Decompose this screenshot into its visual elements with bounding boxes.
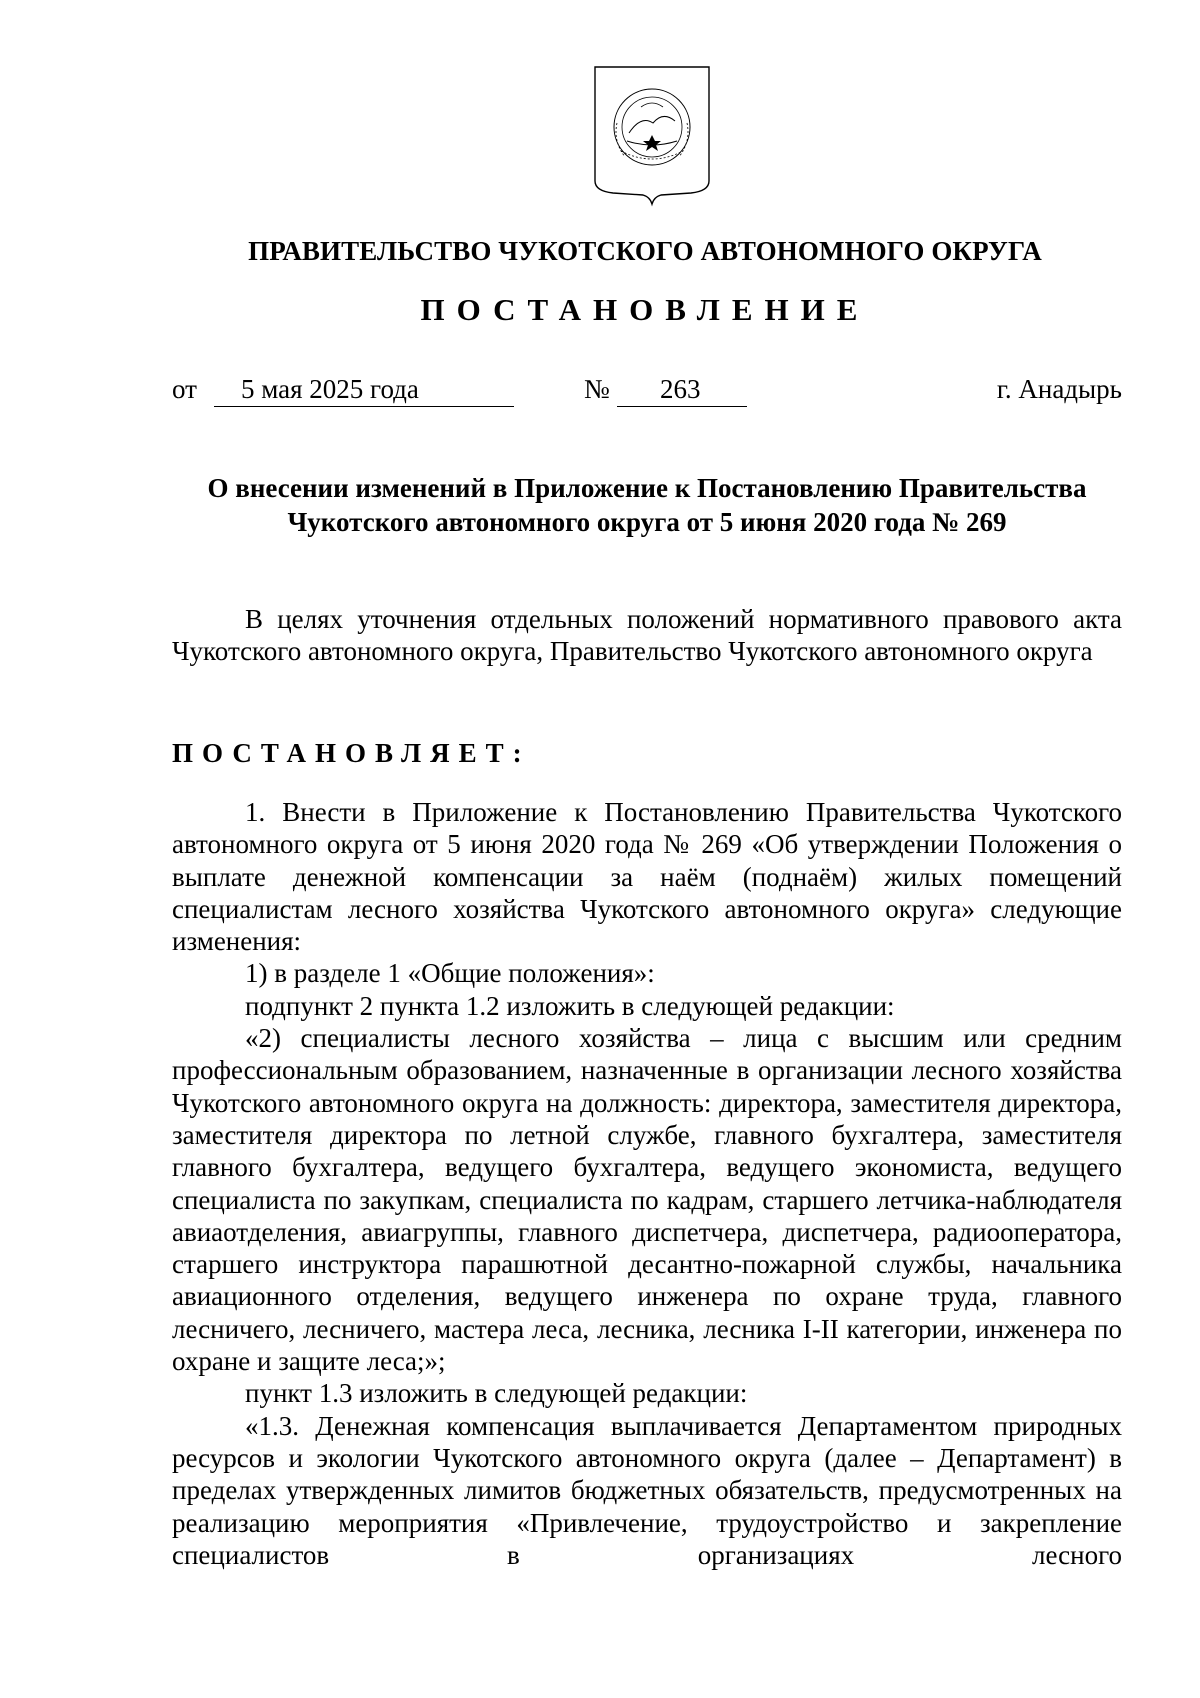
document-city: г. Анадырь: [996, 374, 1122, 404]
preamble: [172, 603, 1122, 668]
clause-1-3-intro: пункт 1.3 изложить в следующей редакции:: [245, 1378, 748, 1409]
coat-of-arms-emblem: [591, 63, 713, 208]
number-sign: №: [584, 374, 610, 404]
number-underline: [617, 406, 747, 407]
subclause-2-text: «2) специалисты лесного хозяйства – лица с высшим или средним профессиональным образованием, назначенные в организации лесного хозяйства Чукотского автономного округа на должность: директора, заместителя директора, заместителя директора по летной службе, главного бухгалтера, заместителя главного бухгалтера, ведущего бухгалтера, ведущего экономиста, ведущего специалиста по закупкам, специалиста по кадрам, старшего летчика-наблюдателя авиаотделения, авиагруппы, главного диспетчера, диспетчера, радиооператора, старшего инструктора парашютной десантно-пожарной службы, начальника авиационного отделения, ведущего инженера по охране труда, главного лесничего, лесничего, мастера леса, лесника, лесника I-II категории, инженера по охране и защите леса;»;: [172, 1023, 1122, 1377]
document-date: 5 мая 2025 года: [241, 374, 419, 404]
document-number: 263: [660, 374, 701, 404]
government-title: ПРАВИТЕЛЬСТВО ЧУКОТСКОГО АВТОНОМНОГО ОКРУГА: [248, 236, 1042, 266]
item-1-subitem-1: 1) в разделе 1 «Общие положения»:: [245, 958, 655, 989]
subject-line-1: О внесении изменений в Приложение к Постановлению Правительства: [207, 473, 1087, 503]
item-1-paragraph: 1. Внести в Приложение к Постановлению Правительства Чукотского автономного округа от 5 июня 2020 года № 269 «Об утверждении Положения о выплате денежной компенсации за наём (поднаём) жилых помещений специалистам лесного хозяйства Чукотского автономного округа» следующие изменения:: [172, 797, 1122, 957]
date-underline: [214, 406, 514, 407]
decree-items: [172, 796, 1122, 1571]
document-subject: [172, 471, 1122, 539]
document-meta-line: [172, 374, 1122, 414]
date-prefix: от: [172, 374, 197, 404]
preamble-paragraph: В целях уточнения отдельных положений нормативного правового акта Чукотского автономного округа, Правительство Чукотского автономного округа: [172, 604, 1122, 667]
subject-line-2: Чукотского автономного округа от 5 июня 2020 года № 269: [287, 507, 1007, 537]
clause-1-3-text: «1.3. Денежная компенсация выплачивается Департаментом природных ресурсов и экологии Чукотского автономного округа (далее – Департамент) в пределах утвержденных лимитов бюджетных обязательств, предусмотренных на реализацию мероприятия «Привлечение, трудоустройство и закрепление специалистов в организациях лесного: [172, 1410, 1122, 1570]
subclause-2-intro: подпункт 2 пункта 1.2 изложить в следующей редакции:: [245, 990, 895, 1021]
document-type-heading: ПОСТАНОВЛЕНИЕ: [420, 292, 870, 327]
resolve-heading: ПОСТАНОВЛЯЕТ:: [172, 738, 531, 768]
